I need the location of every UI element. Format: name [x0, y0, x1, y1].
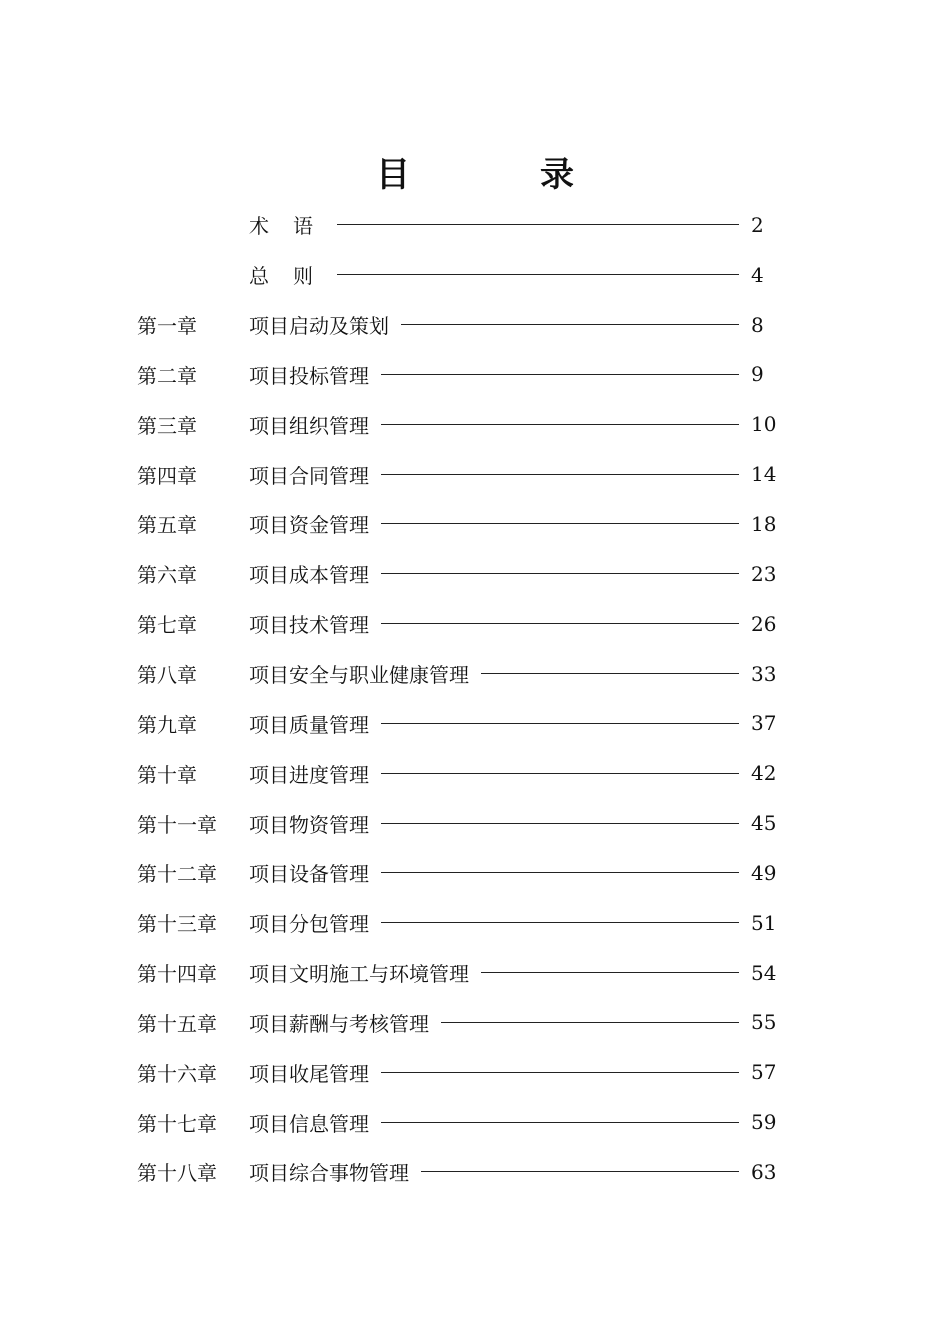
dotted-leader — [381, 1122, 739, 1123]
toc-entry[interactable] — [137, 300, 787, 350]
toc-entry[interactable] — [137, 848, 787, 898]
page-number: 33 — [751, 661, 777, 686]
chapter-number: 第一章 — [137, 314, 197, 339]
chapter-title: 项目启动及策划 — [249, 314, 389, 339]
toc-entry[interactable] — [137, 1097, 787, 1147]
page-number: 57 — [751, 1060, 777, 1085]
page-title: 目 录 — [376, 155, 622, 195]
page-number: 59 — [751, 1110, 777, 1135]
chapter-title: 项目组织管理 — [249, 413, 369, 438]
chapter-title: 项目综合事物管理 — [249, 1161, 409, 1186]
toc-entry[interactable] — [137, 1047, 787, 1097]
chapter-number: 第十六章 — [137, 1061, 217, 1086]
dotted-leader — [381, 1072, 739, 1073]
page-number: 18 — [751, 511, 777, 536]
toc-entry[interactable] — [137, 948, 787, 998]
page-number: 51 — [751, 910, 777, 935]
page-number: 4 — [751, 262, 764, 287]
dotted-leader — [381, 474, 739, 475]
chapter-title: 总则 — [249, 264, 337, 289]
chapter-number: 第十三章 — [137, 912, 217, 937]
table-of-contents — [137, 200, 787, 1197]
page-number: 55 — [751, 1010, 777, 1035]
toc-entry[interactable] — [137, 998, 787, 1048]
page-number: 49 — [751, 860, 777, 885]
page-number: 14 — [751, 462, 777, 487]
chapter-title: 项目分包管理 — [249, 912, 369, 937]
chapter-title: 术语 — [249, 214, 337, 239]
page-number: 8 — [751, 312, 764, 337]
toc-entry[interactable] — [137, 599, 787, 649]
chapter-number: 第六章 — [137, 563, 197, 588]
chapter-number: 第十二章 — [137, 862, 217, 887]
chapter-title: 项目物资管理 — [249, 812, 369, 837]
dotted-leader — [381, 773, 739, 774]
chapter-number: 第十五章 — [137, 1011, 217, 1036]
chapter-title: 项目设备管理 — [249, 862, 369, 887]
page-number: 23 — [751, 561, 777, 586]
page-number: 54 — [751, 960, 777, 985]
page-number: 63 — [751, 1159, 777, 1184]
chapter-number: 第九章 — [137, 712, 197, 737]
dotted-leader — [381, 922, 739, 923]
toc-entry[interactable] — [137, 1147, 787, 1197]
dotted-leader — [381, 823, 739, 824]
dotted-leader — [381, 374, 739, 375]
page-number: 45 — [751, 811, 777, 836]
dotted-leader — [481, 972, 739, 973]
dotted-leader — [441, 1022, 739, 1023]
toc-entry[interactable] — [137, 350, 787, 400]
dotted-leader — [481, 673, 739, 674]
dotted-leader — [421, 1171, 739, 1172]
toc-entry[interactable] — [137, 200, 787, 250]
dotted-leader — [337, 274, 739, 275]
page-number: 2 — [751, 212, 764, 237]
chapter-title: 项目成本管理 — [249, 563, 369, 588]
chapter-number: 第八章 — [137, 663, 197, 688]
toc-entry[interactable] — [137, 499, 787, 549]
toc-entry[interactable] — [137, 250, 787, 300]
chapter-title: 项目质量管理 — [249, 712, 369, 737]
toc-entry[interactable] — [137, 748, 787, 798]
chapter-title: 项目安全与职业健康管理 — [249, 663, 469, 688]
page-number: 26 — [751, 611, 777, 636]
toc-entry[interactable] — [137, 549, 787, 599]
toc-entry[interactable] — [137, 399, 787, 449]
chapter-title: 项目资金管理 — [249, 513, 369, 538]
chapter-title: 项目技术管理 — [249, 613, 369, 638]
toc-entry[interactable] — [137, 649, 787, 699]
toc-entry[interactable] — [137, 898, 787, 948]
chapter-title: 项目进度管理 — [249, 762, 369, 787]
page-number: 37 — [751, 711, 777, 736]
chapter-number: 第四章 — [137, 463, 197, 488]
chapter-title: 项目薪酬与考核管理 — [249, 1011, 429, 1036]
dotted-leader — [337, 224, 739, 225]
chapter-title: 项目信息管理 — [249, 1111, 369, 1136]
chapter-number: 第三章 — [137, 413, 197, 438]
chapter-number: 第五章 — [137, 513, 197, 538]
dotted-leader — [381, 523, 739, 524]
toc-entry[interactable] — [137, 698, 787, 748]
page-number: 42 — [751, 761, 777, 786]
chapter-title: 项目合同管理 — [249, 463, 369, 488]
chapter-number: 第十章 — [137, 762, 197, 787]
chapter-number: 第十四章 — [137, 962, 217, 987]
dotted-leader — [381, 573, 739, 574]
chapter-title: 项目收尾管理 — [249, 1061, 369, 1086]
dotted-leader — [381, 424, 739, 425]
chapter-number: 第二章 — [137, 363, 197, 388]
toc-entry[interactable] — [137, 449, 787, 499]
chapter-number: 第十七章 — [137, 1111, 217, 1136]
chapter-number: 第七章 — [137, 613, 197, 638]
dotted-leader — [381, 623, 739, 624]
chapter-title: 项目投标管理 — [249, 363, 369, 388]
dotted-leader — [381, 723, 739, 724]
chapter-number: 第十一章 — [137, 812, 217, 837]
chapter-title: 项目文明施工与环境管理 — [249, 962, 469, 987]
dotted-leader — [401, 324, 739, 325]
page-number: 9 — [751, 362, 764, 387]
dotted-leader — [381, 872, 739, 873]
chapter-number: 第十八章 — [137, 1161, 217, 1186]
toc-entry[interactable] — [137, 798, 787, 848]
page-number: 10 — [751, 412, 777, 437]
